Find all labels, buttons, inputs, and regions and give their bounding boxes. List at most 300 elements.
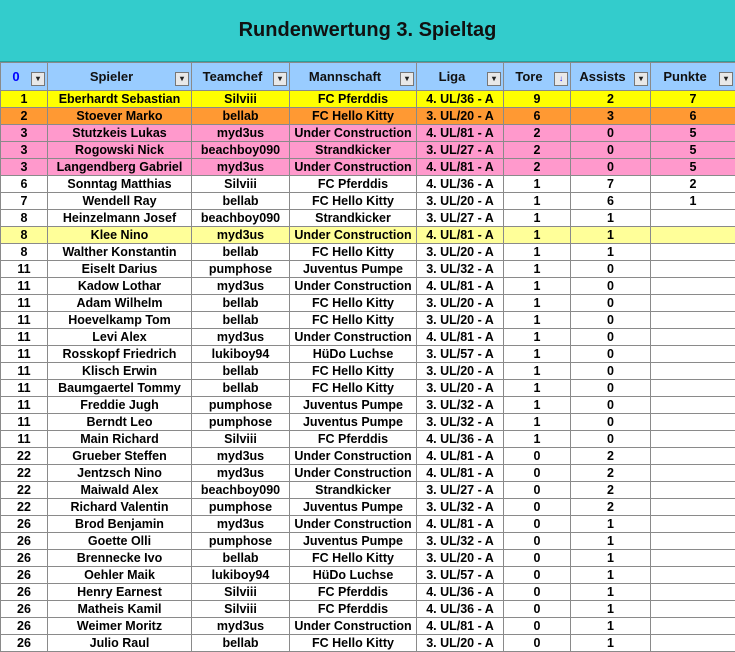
player-name-cell[interactable]: Weimer Moritz (48, 618, 192, 635)
rank-cell[interactable]: 26 (1, 550, 48, 567)
points-cell[interactable]: 5 (651, 142, 735, 159)
table-row (1, 312, 735, 329)
assists-cell[interactable]: 1 (571, 567, 651, 584)
table-row (1, 227, 735, 244)
player-name-cell[interactable]: Matheis Kamil (48, 601, 192, 618)
points-cell[interactable] (651, 448, 735, 465)
player-name-cell[interactable]: Jentzsch Nino (48, 465, 192, 482)
goals-cell[interactable]: 0 (504, 618, 571, 635)
player-name-cell[interactable]: Main Richard (48, 431, 192, 448)
rank-cell[interactable]: 11 (1, 414, 48, 431)
rank-cell[interactable]: 11 (1, 397, 48, 414)
team-manager-cell[interactable]: myd3us (192, 516, 290, 533)
player-name-cell[interactable]: Oehler Maik (48, 567, 192, 584)
rank-cell[interactable]: 11 (1, 363, 48, 380)
player-name-cell[interactable]: Stutzkeis Lukas (48, 125, 192, 142)
team-name-cell[interactable]: Juventus Pumpe (290, 414, 417, 431)
team-manager-cell[interactable]: myd3us (192, 618, 290, 635)
goals-cell[interactable]: 1 (504, 193, 571, 210)
league-cell[interactable]: 4. UL/81 - A (417, 618, 504, 635)
team-name-cell[interactable]: Juventus Pumpe (290, 499, 417, 516)
goals-cell[interactable]: 9 (504, 91, 571, 108)
rank-cell[interactable]: 8 (1, 227, 48, 244)
goals-cell[interactable]: 1 (504, 278, 571, 295)
league-cell[interactable]: 3. UL/20 - A (417, 108, 504, 125)
points-cell[interactable] (651, 516, 735, 533)
goals-cell[interactable]: 6 (504, 108, 571, 125)
filter-dropdown-icon[interactable]: ▾ (719, 72, 733, 86)
team-name-cell[interactable]: FC Pferddis (290, 584, 417, 601)
rank-cell[interactable]: 11 (1, 278, 48, 295)
team-name-cell[interactable]: Juventus Pumpe (290, 397, 417, 414)
team-manager-cell[interactable]: myd3us (192, 125, 290, 142)
rank-cell[interactable]: 22 (1, 499, 48, 516)
goals-cell[interactable]: 1 (504, 176, 571, 193)
points-cell[interactable]: 5 (651, 125, 735, 142)
goals-cell[interactable]: 1 (504, 397, 571, 414)
rank-cell[interactable]: 11 (1, 261, 48, 278)
team-manager-cell[interactable]: beachboy090 (192, 482, 290, 499)
column-header-rank[interactable]: 0 ▾ (1, 63, 48, 91)
player-name-cell[interactable]: Rogowski Nick (48, 142, 192, 159)
goals-cell[interactable]: 1 (504, 380, 571, 397)
sort-descending-icon[interactable]: ↓ (554, 72, 568, 86)
league-cell[interactable]: 3. UL/57 - A (417, 346, 504, 363)
team-manager-cell[interactable]: Silviii (192, 431, 290, 448)
league-cell[interactable]: 4. UL/36 - A (417, 91, 504, 108)
league-cell[interactable]: 3. UL/32 - A (417, 533, 504, 550)
player-name-cell[interactable]: Rosskopf Friedrich (48, 346, 192, 363)
league-cell[interactable]: 4. UL/36 - A (417, 601, 504, 618)
team-name-cell[interactable]: Under Construction (290, 448, 417, 465)
team-manager-cell[interactable]: lukiboy94 (192, 567, 290, 584)
assists-cell[interactable]: 1 (571, 601, 651, 618)
goals-cell[interactable]: 1 (504, 210, 571, 227)
points-cell[interactable] (651, 499, 735, 516)
team-name-cell[interactable]: Under Construction (290, 159, 417, 176)
team-name-cell[interactable]: Juventus Pumpe (290, 533, 417, 550)
team-manager-cell[interactable]: Silviii (192, 584, 290, 601)
rank-cell[interactable]: 3 (1, 142, 48, 159)
points-cell[interactable] (651, 363, 735, 380)
assists-cell[interactable]: 0 (571, 431, 651, 448)
table-row (1, 295, 735, 312)
team-name-cell[interactable]: FC Hello Kitty (290, 635, 417, 652)
assists-cell[interactable]: 0 (571, 278, 651, 295)
goals-cell[interactable]: 0 (504, 448, 571, 465)
team-name-cell[interactable]: FC Pferddis (290, 601, 417, 618)
assists-cell[interactable]: 0 (571, 346, 651, 363)
team-manager-cell[interactable]: bellab (192, 312, 290, 329)
player-name-cell[interactable]: Eberhardt Sebastian (48, 91, 192, 108)
league-cell[interactable]: 3. UL/20 - A (417, 193, 504, 210)
team-manager-cell[interactable]: bellab (192, 635, 290, 652)
goals-cell[interactable]: 1 (504, 363, 571, 380)
league-cell[interactable]: 3. UL/20 - A (417, 635, 504, 652)
team-manager-cell[interactable]: pumphose (192, 499, 290, 516)
points-cell[interactable] (651, 329, 735, 346)
assists-cell[interactable]: 2 (571, 91, 651, 108)
goals-cell[interactable]: 0 (504, 533, 571, 550)
assists-cell[interactable]: 2 (571, 448, 651, 465)
goals-cell[interactable]: 0 (504, 584, 571, 601)
points-cell[interactable]: 6 (651, 108, 735, 125)
team-name-cell[interactable]: FC Hello Kitty (290, 312, 417, 329)
player-name-cell[interactable]: Eiselt Darius (48, 261, 192, 278)
filter-dropdown-icon[interactable]: ▾ (273, 72, 287, 86)
points-cell[interactable] (651, 210, 735, 227)
league-cell[interactable]: 3. UL/20 - A (417, 312, 504, 329)
league-cell[interactable]: 3. UL/32 - A (417, 499, 504, 516)
rank-cell[interactable]: 26 (1, 601, 48, 618)
goals-cell[interactable]: 0 (504, 635, 571, 652)
rank-cell[interactable]: 7 (1, 193, 48, 210)
league-cell[interactable]: 3. UL/20 - A (417, 244, 504, 261)
goals-cell[interactable]: 1 (504, 295, 571, 312)
player-name-cell[interactable]: Stoever Marko (48, 108, 192, 125)
column-header-tore[interactable]: Tore ↓ (504, 63, 571, 91)
assists-cell[interactable]: 0 (571, 397, 651, 414)
league-cell[interactable]: 3. UL/27 - A (417, 210, 504, 227)
rank-cell[interactable]: 2 (1, 108, 48, 125)
team-name-cell[interactable]: FC Pferddis (290, 91, 417, 108)
team-manager-cell[interactable]: beachboy090 (192, 142, 290, 159)
goals-cell[interactable]: 1 (504, 346, 571, 363)
sheet-title: Rundenwertung 3. Spieltag (238, 19, 497, 41)
assists-cell[interactable]: 0 (571, 414, 651, 431)
table-row (1, 465, 735, 482)
points-cell[interactable] (651, 227, 735, 244)
team-manager-cell[interactable]: bellab (192, 363, 290, 380)
rank-cell[interactable]: 8 (1, 210, 48, 227)
points-cell[interactable] (651, 635, 735, 652)
league-cell[interactable]: 4. UL/36 - A (417, 176, 504, 193)
rank-cell[interactable]: 11 (1, 329, 48, 346)
league-cell[interactable]: 3. UL/32 - A (417, 414, 504, 431)
player-name-cell[interactable]: Heinzelmann Josef (48, 210, 192, 227)
goals-cell[interactable]: 1 (504, 227, 571, 244)
table-row (1, 159, 735, 176)
team-manager-cell[interactable]: beachboy090 (192, 210, 290, 227)
team-manager-cell[interactable]: Silviii (192, 176, 290, 193)
player-name-cell[interactable]: Langendberg Gabriel (48, 159, 192, 176)
team-name-cell[interactable]: FC Hello Kitty (290, 193, 417, 210)
points-cell[interactable] (651, 278, 735, 295)
team-manager-cell[interactable]: bellab (192, 193, 290, 210)
player-name-cell[interactable]: Hoevelkamp Tom (48, 312, 192, 329)
column-header-liga[interactable]: Liga ▾ (417, 63, 504, 91)
team-name-cell[interactable]: FC Hello Kitty (290, 295, 417, 312)
player-name-cell[interactable]: Berndt Leo (48, 414, 192, 431)
player-name-cell[interactable]: Grueber Steffen (48, 448, 192, 465)
rank-cell[interactable]: 22 (1, 465, 48, 482)
assists-cell[interactable]: 1 (571, 244, 651, 261)
assists-cell[interactable]: 0 (571, 312, 651, 329)
team-name-cell[interactable]: FC Pferddis (290, 431, 417, 448)
column-header-mannschaft[interactable]: Mannschaft ▾ (290, 63, 417, 91)
table-row (1, 142, 735, 159)
player-name-cell[interactable]: Adam Wilhelm (48, 295, 192, 312)
goals-cell[interactable]: 1 (504, 329, 571, 346)
filter-dropdown-icon[interactable]: ▾ (175, 72, 189, 86)
league-cell[interactable]: 4. UL/81 - A (417, 125, 504, 142)
team-name-cell[interactable]: Under Construction (290, 125, 417, 142)
rank-cell[interactable]: 3 (1, 125, 48, 142)
assists-cell[interactable]: 0 (571, 295, 651, 312)
assists-cell[interactable]: 1 (571, 635, 651, 652)
table-row (1, 176, 735, 193)
points-cell[interactable] (651, 601, 735, 618)
filter-dropdown-icon[interactable]: ▾ (400, 72, 414, 86)
table-row (1, 108, 735, 125)
table-row (1, 414, 735, 431)
rank-cell[interactable]: 26 (1, 635, 48, 652)
goals-cell[interactable]: 1 (504, 431, 571, 448)
player-name-cell[interactable]: Kadow Lothar (48, 278, 192, 295)
assists-cell[interactable]: 2 (571, 465, 651, 482)
rank-cell[interactable]: 8 (1, 244, 48, 261)
league-cell[interactable]: 3. UL/57 - A (417, 567, 504, 584)
player-name-cell[interactable]: Henry Earnest (48, 584, 192, 601)
team-manager-cell[interactable]: pumphose (192, 261, 290, 278)
league-cell[interactable]: 3. UL/20 - A (417, 363, 504, 380)
column-header-teamchef[interactable]: Teamchef ▾ (192, 63, 290, 91)
team-manager-cell[interactable]: myd3us (192, 227, 290, 244)
player-name-cell[interactable]: Baumgaertel Tommy (48, 380, 192, 397)
points-cell[interactable] (651, 414, 735, 431)
points-cell[interactable] (651, 431, 735, 448)
team-name-cell[interactable]: Under Construction (290, 465, 417, 482)
filter-dropdown-icon[interactable]: ▾ (487, 72, 501, 86)
team-name-cell[interactable]: FC Pferddis (290, 176, 417, 193)
league-cell[interactable]: 4. UL/81 - A (417, 465, 504, 482)
league-cell[interactable]: 3. UL/27 - A (417, 142, 504, 159)
goals-cell[interactable]: 0 (504, 550, 571, 567)
goals-cell[interactable]: 2 (504, 142, 571, 159)
assists-cell[interactable]: 2 (571, 482, 651, 499)
team-manager-cell[interactable]: bellab (192, 380, 290, 397)
table-row (1, 482, 735, 499)
team-name-cell[interactable]: FC Hello Kitty (290, 244, 417, 261)
assists-cell[interactable]: 1 (571, 584, 651, 601)
league-cell[interactable]: 4. UL/81 - A (417, 516, 504, 533)
assists-cell[interactable]: 1 (571, 210, 651, 227)
player-name-cell[interactable]: Levi Alex (48, 329, 192, 346)
team-name-cell[interactable]: FC Hello Kitty (290, 108, 417, 125)
points-cell[interactable] (651, 482, 735, 499)
goals-cell[interactable]: 1 (504, 312, 571, 329)
player-name-cell[interactable]: Freddie Jugh (48, 397, 192, 414)
points-cell[interactable] (651, 550, 735, 567)
league-cell[interactable]: 4. UL/81 - A (417, 278, 504, 295)
goals-cell[interactable]: 1 (504, 261, 571, 278)
rank-cell[interactable]: 22 (1, 482, 48, 499)
rank-cell[interactable]: 11 (1, 295, 48, 312)
player-name-cell[interactable]: Richard Valentin (48, 499, 192, 516)
goals-cell[interactable]: 0 (504, 499, 571, 516)
sheet-title-bar (0, 0, 735, 62)
points-cell[interactable] (651, 584, 735, 601)
rank-cell[interactable]: 26 (1, 533, 48, 550)
league-cell[interactable]: 3. UL/32 - A (417, 261, 504, 278)
points-cell[interactable] (651, 295, 735, 312)
points-cell[interactable] (651, 346, 735, 363)
team-name-cell[interactable]: HüDo Luchse (290, 346, 417, 363)
team-name-cell[interactable]: Strandkicker (290, 210, 417, 227)
assists-cell[interactable]: 2 (571, 499, 651, 516)
player-name-cell[interactable]: Walther Konstantin (48, 244, 192, 261)
team-name-cell[interactable]: Under Construction (290, 227, 417, 244)
column-header-spieler[interactable]: Spieler ▾ (48, 63, 192, 91)
team-name-cell[interactable]: Under Construction (290, 618, 417, 635)
table-row (1, 125, 735, 142)
rank-cell[interactable]: 11 (1, 312, 48, 329)
table-row (1, 380, 735, 397)
assists-cell[interactable]: 1 (571, 618, 651, 635)
team-manager-cell[interactable]: bellab (192, 244, 290, 261)
table-row (1, 635, 735, 652)
team-name-cell[interactable]: Under Construction (290, 278, 417, 295)
team-manager-cell[interactable]: Silviii (192, 601, 290, 618)
team-name-cell[interactable]: Under Construction (290, 329, 417, 346)
points-cell[interactable] (651, 380, 735, 397)
goals-cell[interactable]: 0 (504, 465, 571, 482)
rank-cell[interactable]: 3 (1, 159, 48, 176)
league-cell[interactable]: 4. UL/81 - A (417, 329, 504, 346)
goals-cell[interactable]: 2 (504, 125, 571, 142)
player-name-cell[interactable]: Maiwald Alex (48, 482, 192, 499)
team-name-cell[interactable]: FC Hello Kitty (290, 380, 417, 397)
assists-cell[interactable]: 0 (571, 380, 651, 397)
assists-cell[interactable]: 0 (571, 261, 651, 278)
team-manager-cell[interactable]: Silviii (192, 91, 290, 108)
league-cell[interactable]: 3. UL/20 - A (417, 295, 504, 312)
points-cell[interactable]: 7 (651, 91, 735, 108)
player-name-cell[interactable]: Sonntag Matthias (48, 176, 192, 193)
team-manager-cell[interactable]: bellab (192, 108, 290, 125)
player-name-cell[interactable]: Julio Raul (48, 635, 192, 652)
points-cell[interactable] (651, 261, 735, 278)
league-cell[interactable]: 3. UL/20 - A (417, 380, 504, 397)
assists-cell[interactable]: 0 (571, 159, 651, 176)
team-name-cell[interactable]: Juventus Pumpe (290, 261, 417, 278)
team-manager-cell[interactable]: myd3us (192, 329, 290, 346)
team-manager-cell[interactable]: bellab (192, 550, 290, 567)
player-name-cell[interactable]: Goette Olli (48, 533, 192, 550)
goals-cell[interactable]: 1 (504, 244, 571, 261)
player-name-cell[interactable]: Klisch Erwin (48, 363, 192, 380)
assists-cell[interactable]: 6 (571, 193, 651, 210)
points-cell[interactable]: 2 (651, 176, 735, 193)
points-cell[interactable] (651, 312, 735, 329)
rank-cell[interactable]: 26 (1, 567, 48, 584)
goals-cell[interactable]: 2 (504, 159, 571, 176)
team-manager-cell[interactable]: myd3us (192, 448, 290, 465)
table-row (1, 584, 735, 601)
team-manager-cell[interactable]: lukiboy94 (192, 346, 290, 363)
points-cell[interactable]: 1 (651, 193, 735, 210)
league-cell[interactable]: 3. UL/27 - A (417, 482, 504, 499)
assists-cell[interactable]: 0 (571, 125, 651, 142)
assists-cell[interactable]: 1 (571, 227, 651, 244)
rank-cell[interactable]: 22 (1, 448, 48, 465)
rank-cell[interactable]: 11 (1, 380, 48, 397)
player-name-cell[interactable]: Brod Benjamin (48, 516, 192, 533)
rank-cell[interactable]: 26 (1, 584, 48, 601)
table-row (1, 618, 735, 635)
team-manager-cell[interactable]: myd3us (192, 465, 290, 482)
league-cell[interactable]: 3. UL/32 - A (417, 397, 504, 414)
points-cell[interactable]: 5 (651, 159, 735, 176)
column-header-assists[interactable]: Assists ▾ (571, 63, 651, 91)
player-name-cell[interactable]: Brennecke Ivo (48, 550, 192, 567)
goals-cell[interactable]: 0 (504, 516, 571, 533)
team-manager-cell[interactable]: pumphose (192, 414, 290, 431)
assists-cell[interactable]: 0 (571, 363, 651, 380)
points-cell[interactable] (651, 397, 735, 414)
team-manager-cell[interactable]: bellab (192, 295, 290, 312)
league-cell[interactable]: 4. UL/36 - A (417, 431, 504, 448)
ranking-table-body (1, 91, 735, 652)
assists-cell[interactable]: 1 (571, 516, 651, 533)
filter-dropdown-icon[interactable]: ▾ (634, 72, 648, 86)
league-cell[interactable]: 4. UL/81 - A (417, 159, 504, 176)
team-name-cell[interactable]: Strandkicker (290, 482, 417, 499)
points-cell[interactable] (651, 567, 735, 584)
team-name-cell[interactable]: FC Hello Kitty (290, 363, 417, 380)
team-manager-cell[interactable]: pumphose (192, 397, 290, 414)
filter-dropdown-icon[interactable]: ▾ (31, 72, 45, 86)
team-name-cell[interactable]: Strandkicker (290, 142, 417, 159)
assists-cell[interactable]: 0 (571, 329, 651, 346)
team-name-cell[interactable]: HüDo Luchse (290, 567, 417, 584)
rank-cell[interactable]: 6 (1, 176, 48, 193)
league-cell[interactable]: 3. UL/20 - A (417, 550, 504, 567)
player-name-cell[interactable]: Wendell Ray (48, 193, 192, 210)
rank-cell[interactable]: 11 (1, 431, 48, 448)
assists-cell[interactable]: 0 (571, 142, 651, 159)
assists-cell[interactable]: 1 (571, 533, 651, 550)
assists-cell[interactable]: 1 (571, 550, 651, 567)
goals-cell[interactable]: 0 (504, 567, 571, 584)
goals-cell[interactable]: 1 (504, 414, 571, 431)
league-cell[interactable]: 4. UL/81 - A (417, 448, 504, 465)
table-row (1, 363, 735, 380)
table-row (1, 244, 735, 261)
team-manager-cell[interactable]: myd3us (192, 159, 290, 176)
rank-cell[interactable]: 26 (1, 618, 48, 635)
rank-cell[interactable]: 26 (1, 516, 48, 533)
goals-cell[interactable]: 0 (504, 601, 571, 618)
assists-cell[interactable]: 3 (571, 108, 651, 125)
points-cell[interactable] (651, 618, 735, 635)
team-manager-cell[interactable]: pumphose (192, 533, 290, 550)
points-cell[interactable] (651, 244, 735, 261)
goals-cell[interactable]: 0 (504, 482, 571, 499)
assists-cell[interactable]: 7 (571, 176, 651, 193)
rank-cell[interactable]: 1 (1, 91, 48, 108)
column-header-punkte[interactable]: Punkte ▾ (651, 63, 735, 91)
rank-cell[interactable]: 11 (1, 346, 48, 363)
points-cell[interactable] (651, 533, 735, 550)
team-manager-cell[interactable]: myd3us (192, 278, 290, 295)
team-name-cell[interactable]: FC Hello Kitty (290, 550, 417, 567)
league-cell[interactable]: 4. UL/36 - A (417, 584, 504, 601)
player-name-cell[interactable]: Klee Nino (48, 227, 192, 244)
league-cell[interactable]: 4. UL/81 - A (417, 227, 504, 244)
points-cell[interactable] (651, 465, 735, 482)
team-name-cell[interactable]: Under Construction (290, 516, 417, 533)
